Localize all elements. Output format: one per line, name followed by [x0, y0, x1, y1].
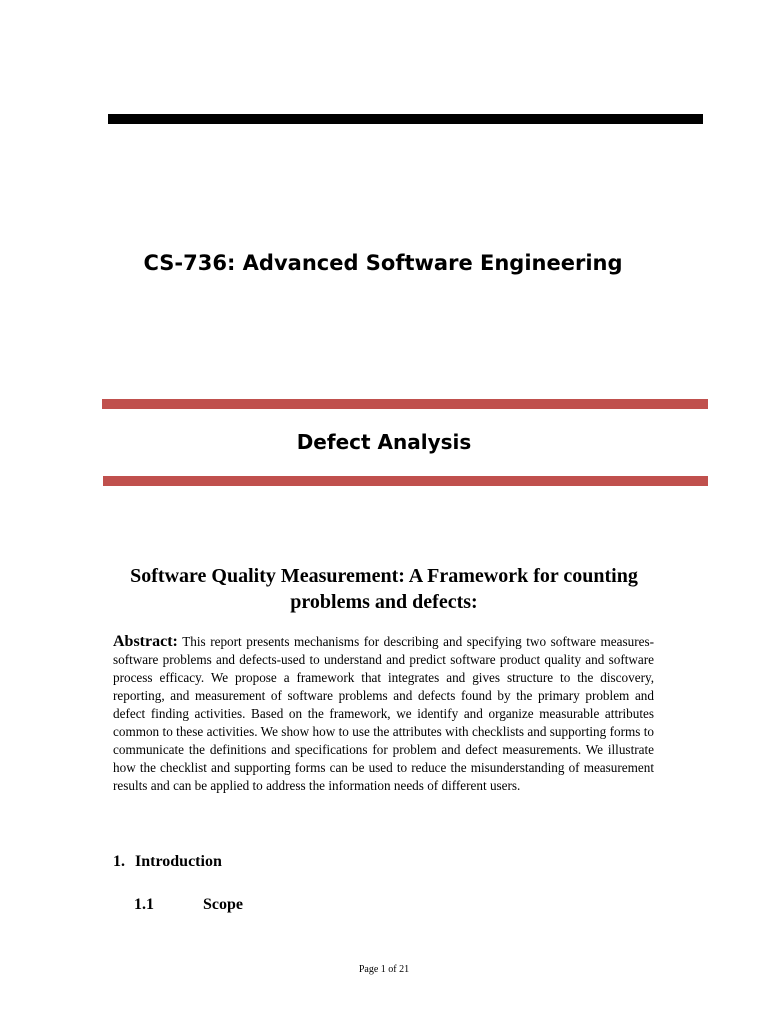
top-black-rule [108, 114, 703, 124]
abstract-label: Abstract: [113, 633, 178, 650]
section-title: Introduction [135, 853, 222, 870]
subsection-number: 1.1 [134, 896, 154, 913]
title-top-rule [102, 399, 708, 409]
document-title: Defect Analysis [296, 430, 472, 454]
title-bottom-rule [103, 476, 708, 486]
paper-title: Software Quality Measurement: A Framework for counting problems and defects: [130, 565, 638, 613]
course-title-text: CS-736: Advanced Software Engineering [143, 251, 623, 275]
section-heading-introduction [113, 853, 222, 871]
abstract-text: This report presents mechanisms for describing and specifying two software measures-software problems and defects-used to understand and predict software product quality and software process efficacy. We propose a framework that integrates and gives structure to the discovery, reporting, and measurement of software problems and defects found by the primary problem and defect finding activities. Based on the framework, we identify and organize measurable attributes common to these activities. We show how to use the attributes with checklists and supporting forms to communicate the definitions and specifications for problem and defect measurements. We illustrate how the checklist and supporting forms can be used to reduce the misunderstanding of measurement results and can be applied to address the information needs of different users. [113, 634, 655, 793]
section-number: 1. [113, 853, 125, 870]
page-footer: Page 1 of 21 [358, 964, 410, 975]
subsection-title: Scope [203, 896, 243, 913]
course-title [0, 251, 768, 275]
abstract-paragraph [113, 633, 654, 795]
subsection-heading-scope [134, 896, 243, 914]
